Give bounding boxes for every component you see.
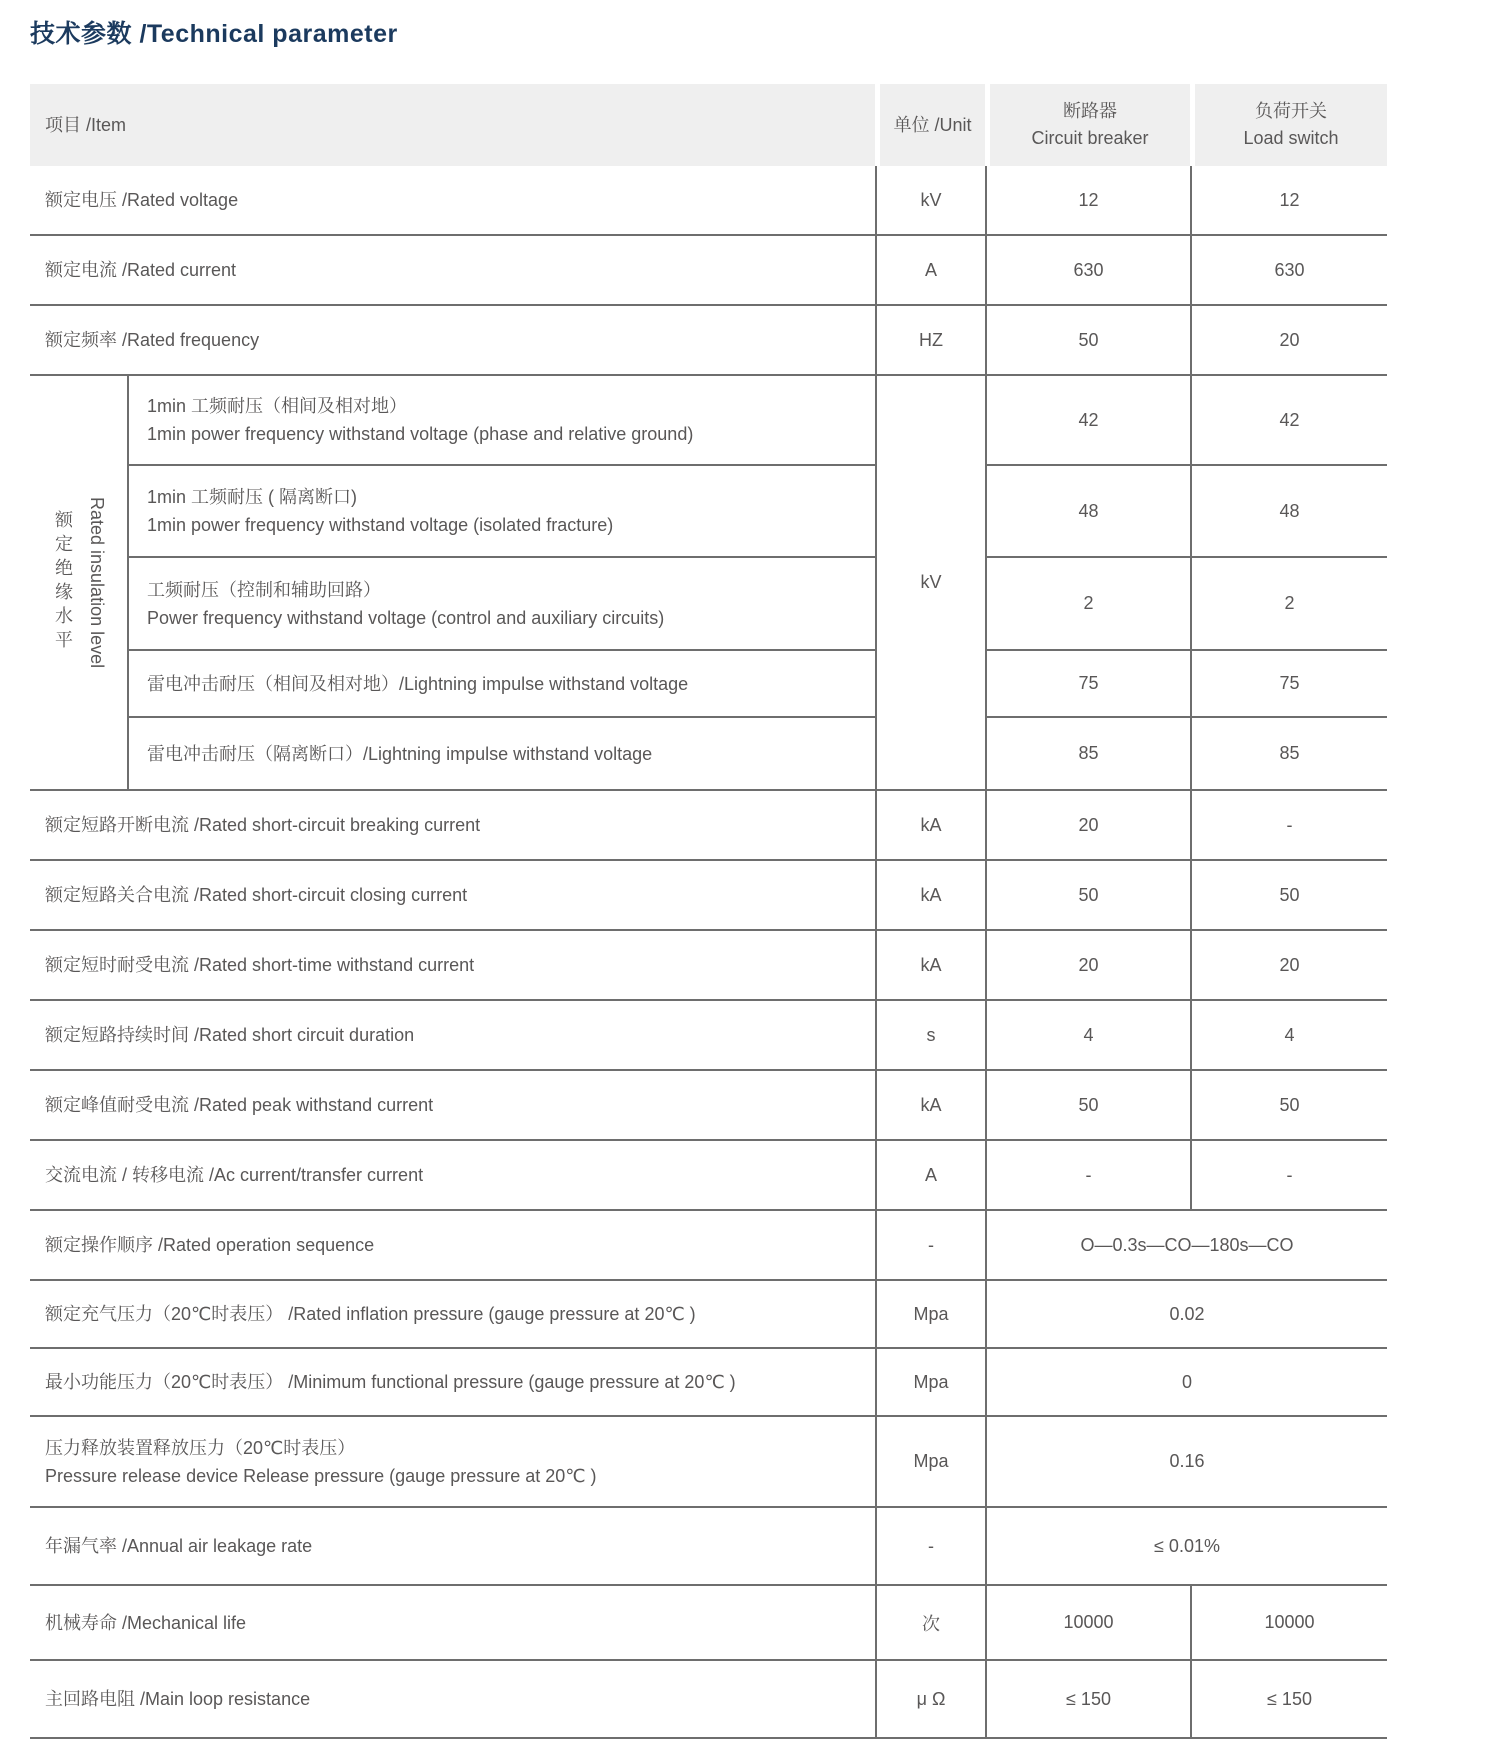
item-cell: 主回路电阻 /Main loop resistance [30,1661,875,1739]
unit-cell: kV [875,376,985,791]
unit-cell: A [875,1141,985,1211]
header-load-switch [1190,84,1387,166]
header-load-switch-cn: 负荷开关 [1255,101,1328,121]
unit-cell: A [875,236,985,306]
item-cell [127,376,875,466]
item-line-cn: 压力释放装置释放压力（20℃时表压） [45,1437,356,1458]
load-switch-value-cell: 42 [1190,376,1387,466]
unit-cell: Mpa [875,1417,985,1508]
item-cell: 机械寿命 /Mechanical life [30,1586,875,1661]
row-insulation-sub-5 [30,718,1387,791]
item-line-en: 1min power frequency withstand voltage (isolated fracture) [147,515,614,535]
item-cell: 额定短时耐受电流 /Rated short-time withstand current [30,931,875,1001]
unit-cell: HZ [875,306,985,376]
item-cell: 额定充气压力（20℃时表压） /Rated inflation pressure (gauge pressure at 20℃ ) [30,1281,875,1349]
row-main-loop-resistance [30,1661,1387,1739]
unit-cell: - [875,1211,985,1281]
circuit-breaker-value-cell: 50 [985,306,1190,376]
item-cell [30,1417,875,1508]
circuit-breaker-value-cell: 2 [985,558,1190,651]
page-title: 技术参数 /Technical parameter [30,20,398,48]
technical-parameter-table [30,84,1387,1739]
circuit-breaker-value-cell: - [985,1141,1190,1211]
insulation-group-label [30,497,127,668]
insulation-group-label-en: Rated insulation level [87,496,107,669]
unit-cell: μ Ω [875,1661,985,1739]
row-mechanical-life [30,1586,1387,1661]
load-switch-value-cell: 630 [1190,236,1387,306]
circuit-breaker-value-cell: 12 [985,166,1190,236]
load-switch-value-cell: 75 [1190,651,1387,718]
row-insulation-sub-3 [30,558,1387,651]
item-cell: 额定短路开断电流 /Rated short-circuit breaking current [30,791,875,861]
row-pressure-release-device [30,1417,1387,1508]
row-peak-withstand-current [30,1071,1387,1141]
unit-cell: 次 [875,1586,985,1661]
item-cell: 额定短路持续时间 /Rated short circuit duration [30,1001,875,1071]
circuit-breaker-value-cell: 75 [985,651,1190,718]
header-item: 项目 /Item [30,84,875,166]
merged-value-cell: 0.02 [985,1281,1387,1349]
load-switch-value-cell: 85 [1190,718,1387,791]
row-ac-transfer-current [30,1141,1387,1211]
load-switch-value-cell: - [1190,1141,1387,1211]
circuit-breaker-value-cell: 50 [985,861,1190,931]
unit-cell: kA [875,861,985,931]
header-unit: 单位 /Unit [875,84,985,166]
load-switch-value-cell: 50 [1190,861,1387,931]
item-line-en: 1min power frequency withstand voltage (phase and relative ground) [147,424,694,444]
header-circuit-breaker [985,84,1190,166]
merged-value-cell: O—0.3s—CO—180s—CO [985,1211,1387,1281]
load-switch-value-cell: 50 [1190,1071,1387,1141]
item-cell: 额定峰值耐受电流 /Rated peak withstand current [30,1071,875,1141]
load-switch-value-cell: 2 [1190,558,1387,651]
header-load-switch-en: Load switch [1243,128,1339,148]
item-cell: 交流电流 / 转移电流 /Ac current/transfer current [30,1141,875,1211]
row-insulation-sub-2 [30,466,1387,558]
item-cell: 雷电冲击耐压（隔离断口）/Lightning impulse withstand voltage [127,718,875,791]
item-cell: 额定短路关合电流 /Rated short-circuit closing current [30,861,875,931]
row-rated-voltage [30,166,1387,236]
item-line-cn: 1min 工频耐压 ( 隔离断口) [147,487,358,507]
load-switch-value-cell: 10000 [1190,1586,1387,1661]
row-short-circuit-breaking-current [30,791,1387,861]
load-switch-value-cell: 20 [1190,306,1387,376]
merged-value-cell: 0.16 [985,1417,1387,1508]
row-annual-air-leakage-rate [30,1508,1387,1586]
circuit-breaker-value-cell: 4 [985,1001,1190,1071]
item-line-en: Power frequency withstand voltage (control and auxiliary circuits) [147,607,665,628]
item-cell [127,558,875,651]
circuit-breaker-value-cell: 42 [985,376,1190,466]
header-circuit-breaker-cn: 断路器 [1063,101,1118,121]
item-cell: 雷电冲击耐压（相间及相对地）/Lightning impulse withstand voltage [127,651,875,718]
insulation-group-label-cn: 额定绝缘水平 [53,510,73,655]
item-cell: 年漏气率 /Annual air leakage rate [30,1508,875,1586]
merged-value-cell: ≤ 0.01% [985,1508,1387,1586]
circuit-breaker-value-cell: 630 [985,236,1190,306]
row-short-circuit-duration [30,1001,1387,1071]
unit-cell: Mpa [875,1349,985,1417]
item-cell: 最小功能压力（20℃时表压） /Minimum functional pressure (gauge pressure at 20℃ ) [30,1349,875,1417]
unit-cell: Mpa [875,1281,985,1349]
circuit-breaker-value-cell: ≤ 150 [985,1661,1190,1739]
circuit-breaker-value-cell: 20 [985,931,1190,1001]
item-line-en: Pressure release device Release pressure (gauge pressure at 20℃ ) [45,1465,597,1486]
item-cell: 额定频率 /Rated frequency [30,306,875,376]
circuit-breaker-value-cell: 20 [985,791,1190,861]
load-switch-value-cell: 4 [1190,1001,1387,1071]
unit-cell: kA [875,1071,985,1141]
unit-cell: s [875,1001,985,1071]
unit-cell: kA [875,791,985,861]
circuit-breaker-value-cell: 85 [985,718,1190,791]
item-line-cn: 1min 工频耐压（相间及相对地） [147,396,408,416]
item-cell [127,466,875,558]
unit-cell: - [875,1508,985,1586]
item-cell: 额定操作顺序 /Rated operation sequence [30,1211,875,1281]
item-line-cn: 工频耐压（控制和辅助回路） [147,579,381,600]
row-rated-inflation-pressure [30,1281,1387,1349]
merged-value-cell: 0 [985,1349,1387,1417]
row-rated-current [30,236,1387,306]
unit-cell: kV [875,166,985,236]
load-switch-value-cell: 12 [1190,166,1387,236]
load-switch-value-cell: ≤ 150 [1190,1661,1387,1739]
row-short-circuit-closing-current [30,861,1387,931]
circuit-breaker-value-cell: 10000 [985,1586,1190,1661]
row-minimum-functional-pressure [30,1349,1387,1417]
row-short-time-withstand-current [30,931,1387,1001]
item-cell: 额定电流 /Rated current [30,236,875,306]
table-header-row [30,84,1387,166]
circuit-breaker-value-cell: 48 [985,466,1190,558]
load-switch-value-cell: - [1190,791,1387,861]
insulation-group-label-cell [30,376,127,791]
circuit-breaker-value-cell: 50 [985,1071,1190,1141]
row-insulation-sub-4 [30,651,1387,718]
row-rated-operation-sequence [30,1211,1387,1281]
item-cell: 额定电压 /Rated voltage [30,166,875,236]
row-insulation-sub-1 [30,376,1387,466]
load-switch-value-cell: 20 [1190,931,1387,1001]
row-rated-frequency [30,306,1387,376]
unit-cell: kA [875,931,985,1001]
header-circuit-breaker-en: Circuit breaker [1031,128,1149,148]
load-switch-value-cell: 48 [1190,466,1387,558]
